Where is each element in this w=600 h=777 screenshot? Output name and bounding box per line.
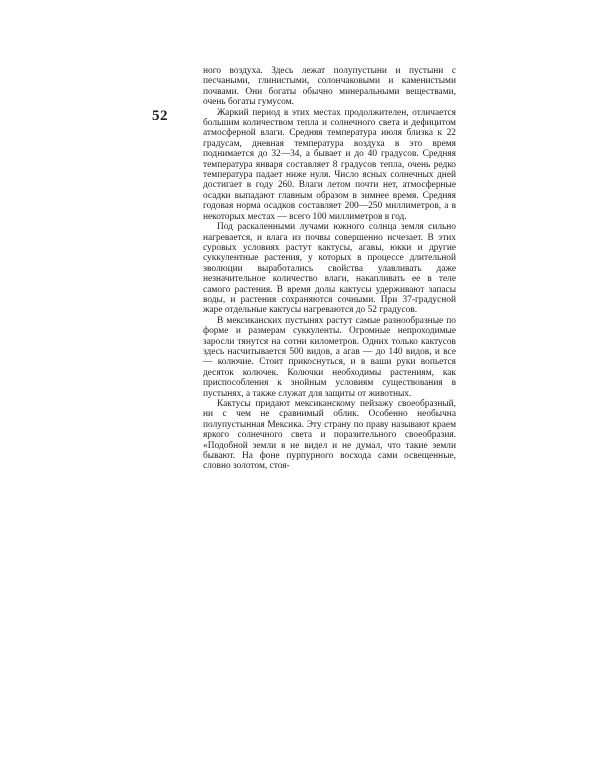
paragraph-3: Под раскаленными лучами южного солнца земля сильно нагревается, и влага из почвы совершенно исчезает. В этих суровых условиях растут кактусы, агавы, юкки и другие суккулентные растения, у которых в процессе длительной эволюции выработались свойства улавливать даже незначительное количество влаги, накапливать ее в теле самого растения. В время долы кактусы удерживают запасы воды, и растения сохраняются сочными. При 37-градусной жаре отдельные кактусы нагреваются до 52 градусов. bbox=[203, 222, 456, 316]
paragraph-4: В мексиканских пустынях растут самые разнообразные по форме и размерам суккуленты. Огромные непроходимые заросли тянутся на сотни километров. Одних только кактусов здесь насчитывается 500 видов, а агав — до 140 видов, и все — колючие. Стоит прикоснуться, и в ваши руки вопьется десяток колючек. Колючки необходимы растениям, как приспособления к знойным условиям существования в пустынях, а также служат для защиты от животных. bbox=[203, 315, 456, 399]
paragraph-2: Жаркий период в этих местах продолжителен, отличается большим количеством тепла и солнечного света и дефицитом атмосферной влаги. Средняя температура июля близка к 22 градусам, дневная температура воздуха в это время поднимается до 32—34, а бывает и до 40 градусов. Средняя температура января составляет 8 градусов тепла, очень редко температура падает ниже нуля. Число ясных солнечных дней достигает в году 260. Влаги летом почти нет, атмосферные осадки выпадают главным образом в зимнее время. Средняя годовая норма осадков составляет 200—250 миллиметров, а в некоторых местах — всего 100 миллиметров в год. bbox=[203, 107, 456, 222]
paragraph-5: Кактусы придают мексиканскому пейзажу своеобразный, ни с чем не сравнимый облик. Особенно необычна полупустынная Мексика. Эту страну по праву называют краем яркого солнечного света и поразительного своеобразия. «Подобной земли я не видел и не думал, что такие земли бывают. На фоне пурпурного восхода сами освещенные, словно золотом, стоя- bbox=[203, 399, 456, 472]
text-column bbox=[203, 66, 456, 472]
paragraph-1: ного воздуха. Здесь лежат полупустыни и пустыни с песчаными, глинистыми, солончаковыми и каменистыми почвами. Они богаты обычно минеральными веществами, очень богаты гумусом. bbox=[203, 66, 456, 108]
page-number: 52 bbox=[152, 108, 168, 124]
